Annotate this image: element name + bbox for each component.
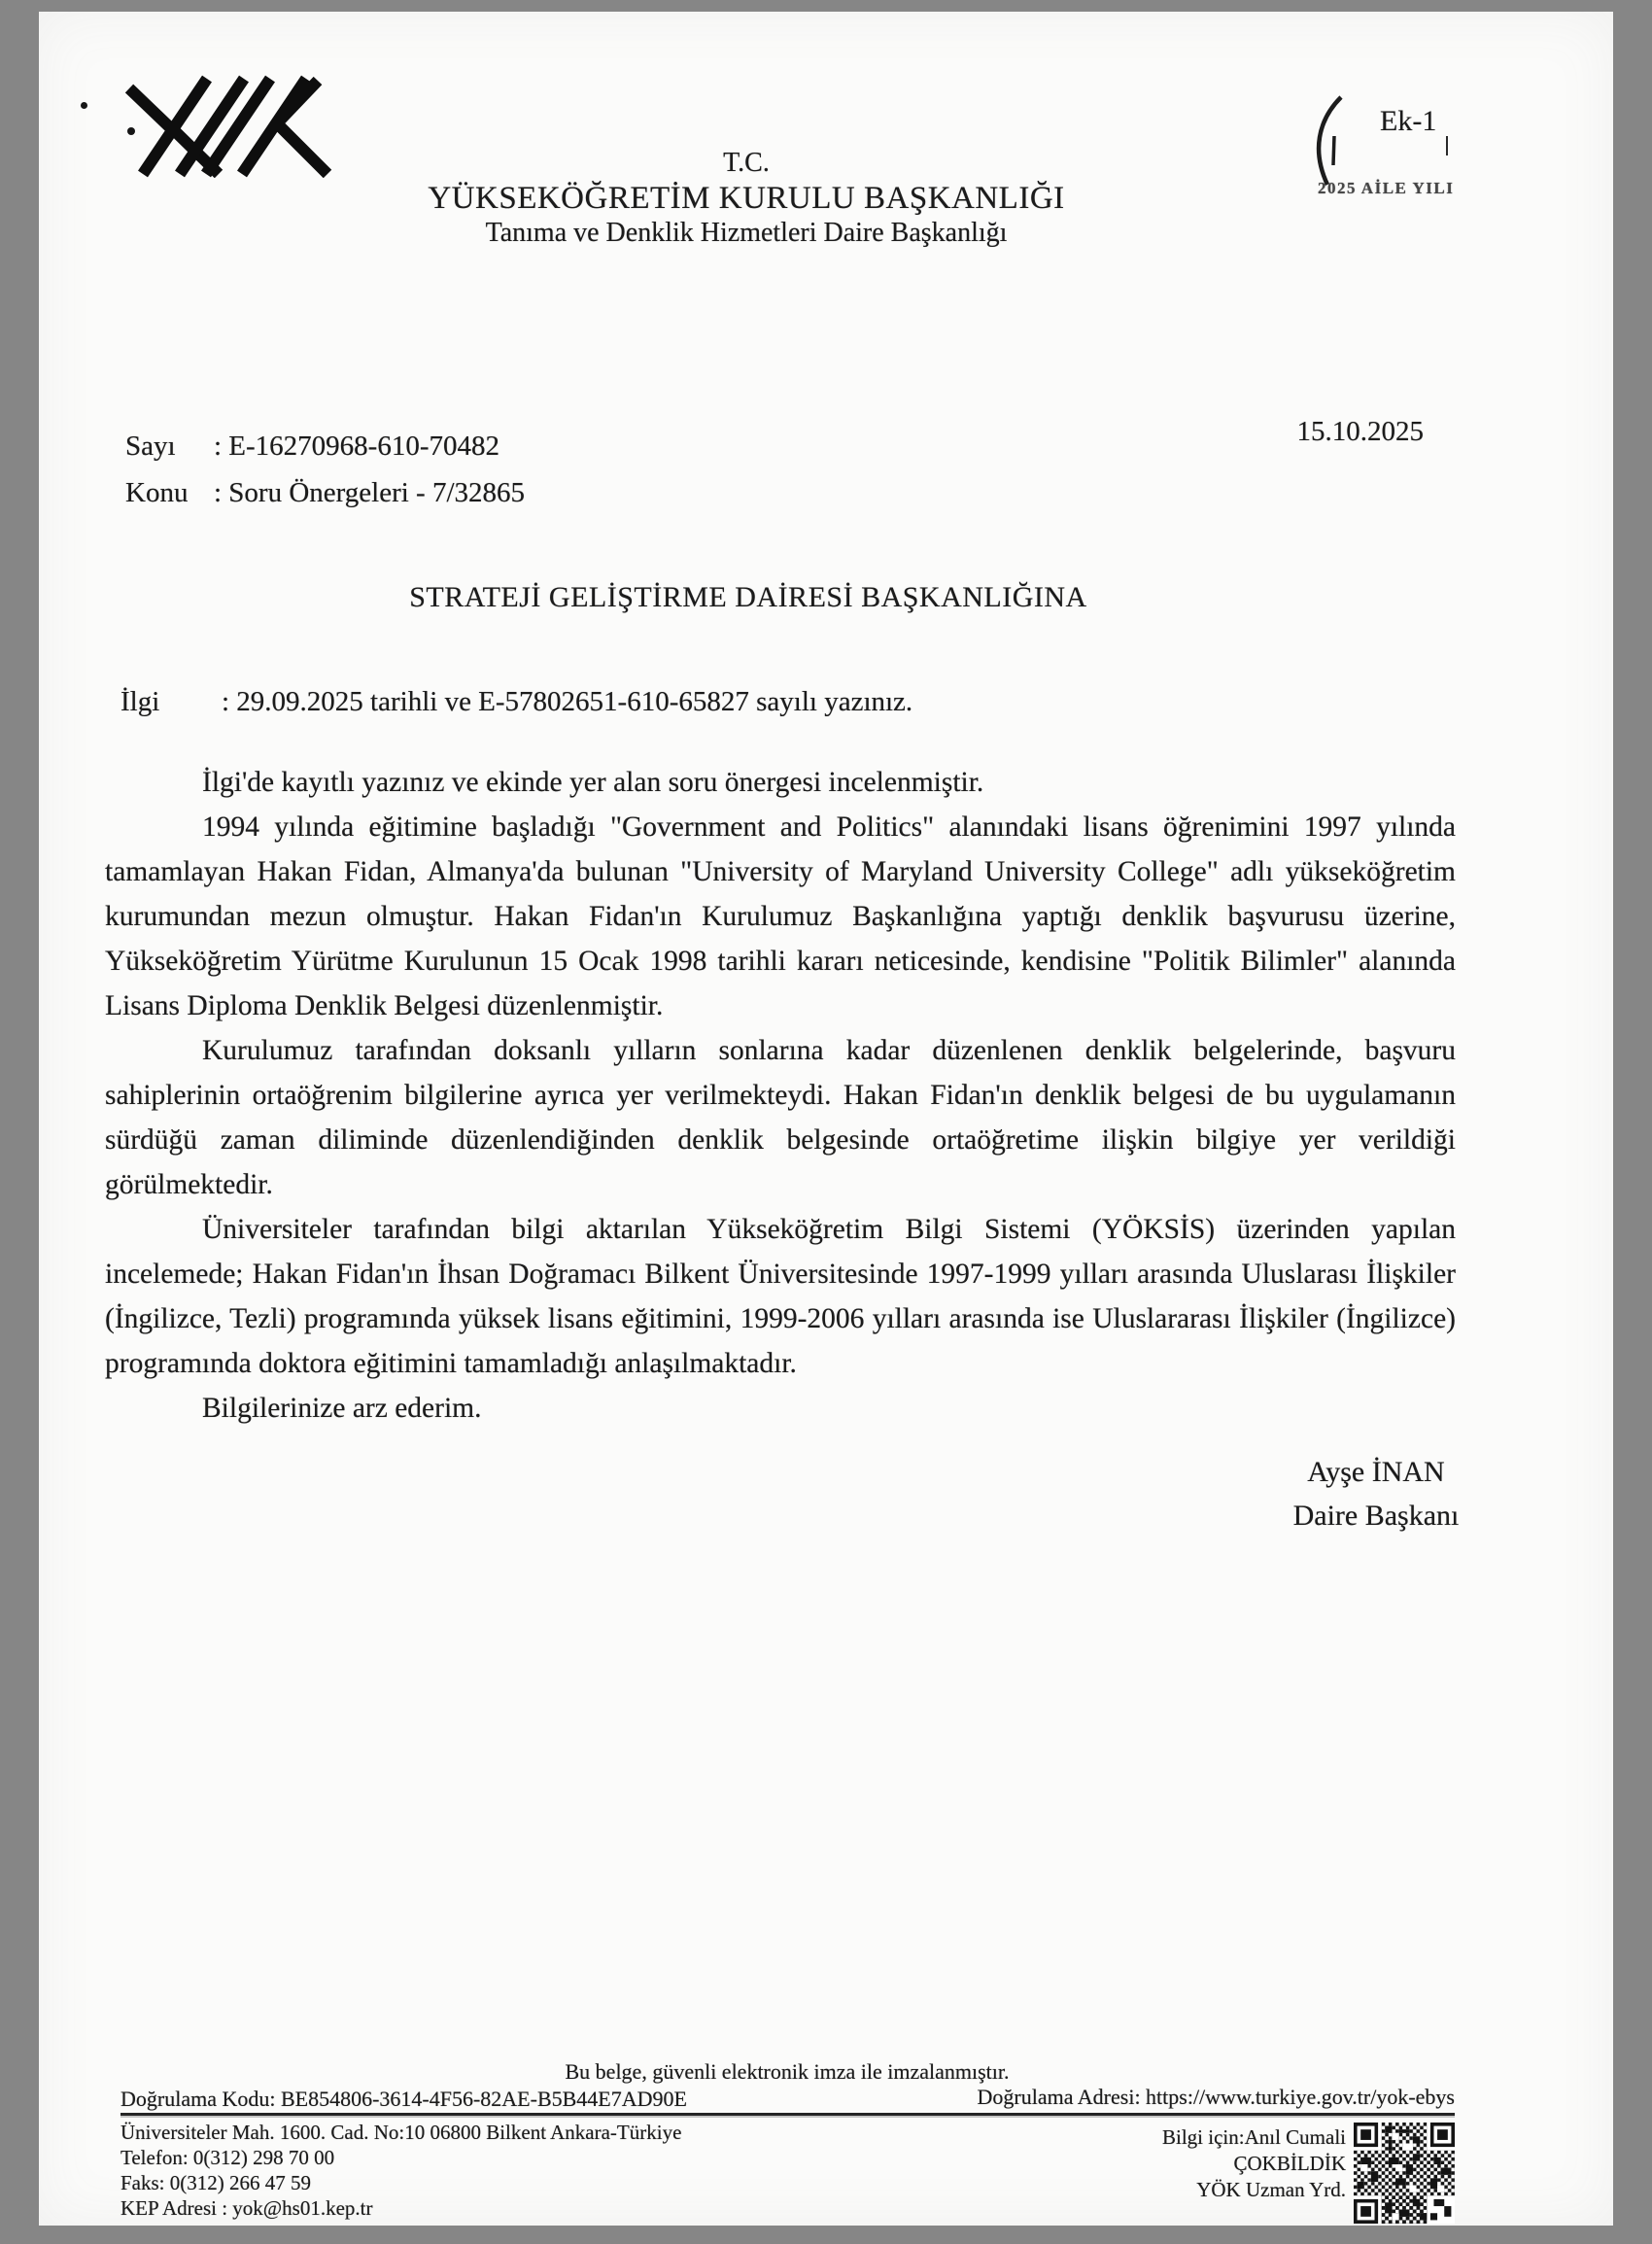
signer-name: Ayşe İNAN <box>1307 1456 1445 1488</box>
verification-code: Doğrulama Kodu: BE854806-3614-4F56-82AE-B5B44E7AD90E <box>120 2087 687 2111</box>
year-stamp: 2025 AİLE YILI <box>1318 179 1455 197</box>
closing-line: Bilgilerinize arz ederim. <box>202 1393 482 1424</box>
letterhead-org: YÜKSEKÖĞRETİM KURULU BAŞKANLIĞI <box>428 181 1065 216</box>
attachment-label: Ek-1 <box>1380 105 1437 137</box>
footer-address-block <box>120 2120 681 2221</box>
qr-code <box>1354 2123 1455 2224</box>
footer-divider <box>120 2113 1455 2116</box>
sayi-value: : E-16270968-610-70482 <box>214 431 499 462</box>
footer-fax: Faks: 0(312) 266 47 59 <box>120 2171 311 2194</box>
letter-body <box>105 760 1456 1431</box>
contact-title: YÖK Uzman Yrd. <box>1196 2178 1346 2201</box>
scan-speck <box>81 102 87 109</box>
konu-label: Konu <box>125 477 189 508</box>
signer-title: Daire Başkanı <box>1292 1500 1460 1532</box>
scan-speck <box>127 127 135 135</box>
ilgi-label: İlgi <box>120 686 160 717</box>
paragraph-2: 1994 yılında eğitimine başladığı "Government and Politics" alanındaki lisans öğrenimini 1997 yılında tamamlayan Hakan Fidan, Almanya'da bulunan "University of Maryland University College" adlı yükseköğretim kurumundan mezun olmuştur. Hakan Fidan'ın Kurulumuz Başkanlığına yaptığı denklik başvurusu üzerine, Yükseköğretim Yürütme Kurulunun 15 Ocak 1998 tarihli kararı neticesinde, kendisine "Politik Bilimler" alanında Lisans Diploma Denklik Belgesi düzenlenmiştir. <box>105 811 1456 1021</box>
paragraph-3: Kurulumuz tarafından doksanlı yılların sonlarına kadar düzenlenen denklik belgelerinde, başvuru sahiplerinin ortaöğrenim bilgilerine ayrıca yer verilmekteydi. Hakan Fidan'ın denklik belgesi de bu uygulamanın sürdüğü zaman diliminde düzenlendiğinden denklik belgesinde ortaöğretime ilişkin bilgiye yer verildiği görülmektedir. <box>105 1035 1456 1200</box>
ilgi-value: : 29.09.2025 tarihli ve E-57802651-610-65827 sayılı yazınız. <box>222 686 913 717</box>
handwritten-paren-mark <box>1302 91 1357 189</box>
signature-block <box>1182 1450 1570 1537</box>
konu-value: : Soru Önergeleri - 7/32865 <box>214 477 526 508</box>
contact-name-line2: ÇOKBİLDİK <box>1233 2152 1346 2175</box>
recipient-line: STRATEJİ GELİŞTİRME DAİRESİ BAŞKANLIĞINA <box>409 581 1087 613</box>
verification-address: Doğrulama Adresi: https://www.turkiye.gov.tr/yok-ebys <box>977 2085 1455 2109</box>
letterhead-dept: Tanıma ve Denklik Hizmetleri Daire Başkanlığı <box>485 218 1008 248</box>
letter-date: 15.10.2025 <box>1296 416 1424 447</box>
letterhead-tc: T.C. <box>723 148 770 178</box>
esign-note: Bu belge, güvenli elektronik imza ile imzalanmıştır. <box>565 2059 1010 2084</box>
footer-kep-address: KEP Adresi : yok@hs01.kep.tr <box>120 2196 373 2220</box>
letterhead <box>309 146 1184 251</box>
footer-phone: Telefon: 0(312) 298 70 00 <box>120 2146 335 2169</box>
paragraph-1: İlgi'de kayıtlı yazınız ve ekinde yer alan soru önergesi incelenmiştir. <box>202 767 984 798</box>
sayi-label: Sayı <box>125 431 176 462</box>
footer-street-address: Üniversiteler Mah. 1600. Cad. No:10 06800 Bilkent Ankara-Türkiye <box>120 2121 682 2144</box>
scanned-page <box>39 12 1613 2226</box>
paragraph-4: Üniversiteler tarafından bilgi aktarılan Yükseköğretim Bilgi Sistemi (YÖKSİS) üzerinden yapılan incelemede; Hakan Fidan'ın İhsan Doğramacı Bilkent Üniversitesinde 1997-1999 yılları arasında Uluslarası İlişkiler (İngilizce, Tezli) programında yüksek lisans eğitimini, 1999-2006 yılları arasında ise Uluslararası İlişkiler (İngilizce) programında doktora eğitimini tamamladığı anlaşılmaktadır. <box>105 1214 1456 1379</box>
handwritten-tick-mark <box>1446 136 1448 155</box>
footer-contact-block <box>957 2124 1346 2203</box>
contact-name-line1: Bilgi için:Anıl Cumali <box>1162 2125 1346 2149</box>
